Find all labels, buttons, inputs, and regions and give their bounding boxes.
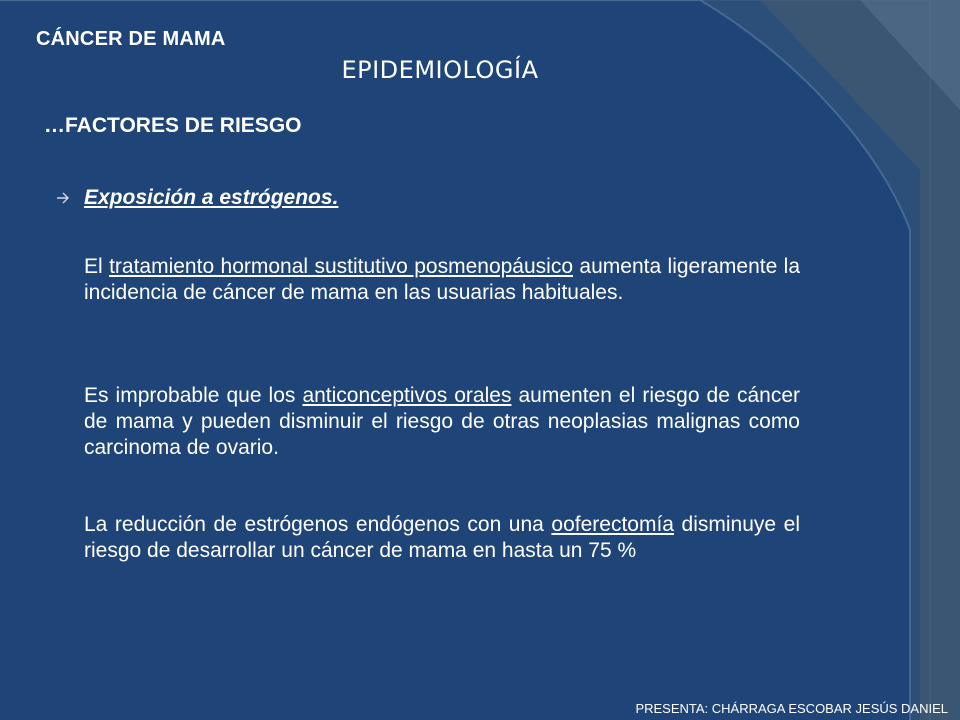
underlined-term: anticonceptivos orales	[302, 384, 512, 407]
paragraph-oophorectomy	[84, 512, 800, 564]
section-heading: …FACTORES DE RIESGO	[44, 114, 302, 137]
paragraph-text: aumenta ligeramente la incidencia de cáncer de mama en las usuarias habituales.	[84, 255, 800, 304]
arrow-right-icon	[56, 191, 70, 205]
paragraph-text: disminuye el riesgo de desarrollar un cáncer de mama en hasta un 75 %	[84, 513, 800, 562]
slide-title: EPIDEMIOLOGÍA	[341, 56, 539, 84]
underlined-term: tratamiento hormonal sustitutivo posmenopáusico	[109, 255, 574, 278]
paragraph-text: aumenten el riesgo de cáncer de mama y pueden disminuir el riesgo de otras neoplasias malignas como carcinoma de ovario.	[84, 384, 800, 459]
header-label: CÁNCER DE MAMA	[36, 28, 226, 50]
bullet-label: Exposición a estrógenos.	[84, 186, 339, 209]
paragraph-text: La reducción de estrógenos endógenos con una	[84, 513, 552, 536]
paragraph-text: Es improbable que los	[84, 384, 303, 407]
footer-presenter: PRESENTA: CHÁRRAGA ESCOBAR JESÚS DANIEL	[635, 701, 948, 716]
bullet-item	[56, 186, 338, 210]
paragraph-hrt	[84, 254, 800, 306]
underlined-term: ooferectomía	[551, 513, 674, 536]
paragraph-contraceptives	[84, 383, 800, 461]
paragraph-text: El	[84, 255, 110, 278]
